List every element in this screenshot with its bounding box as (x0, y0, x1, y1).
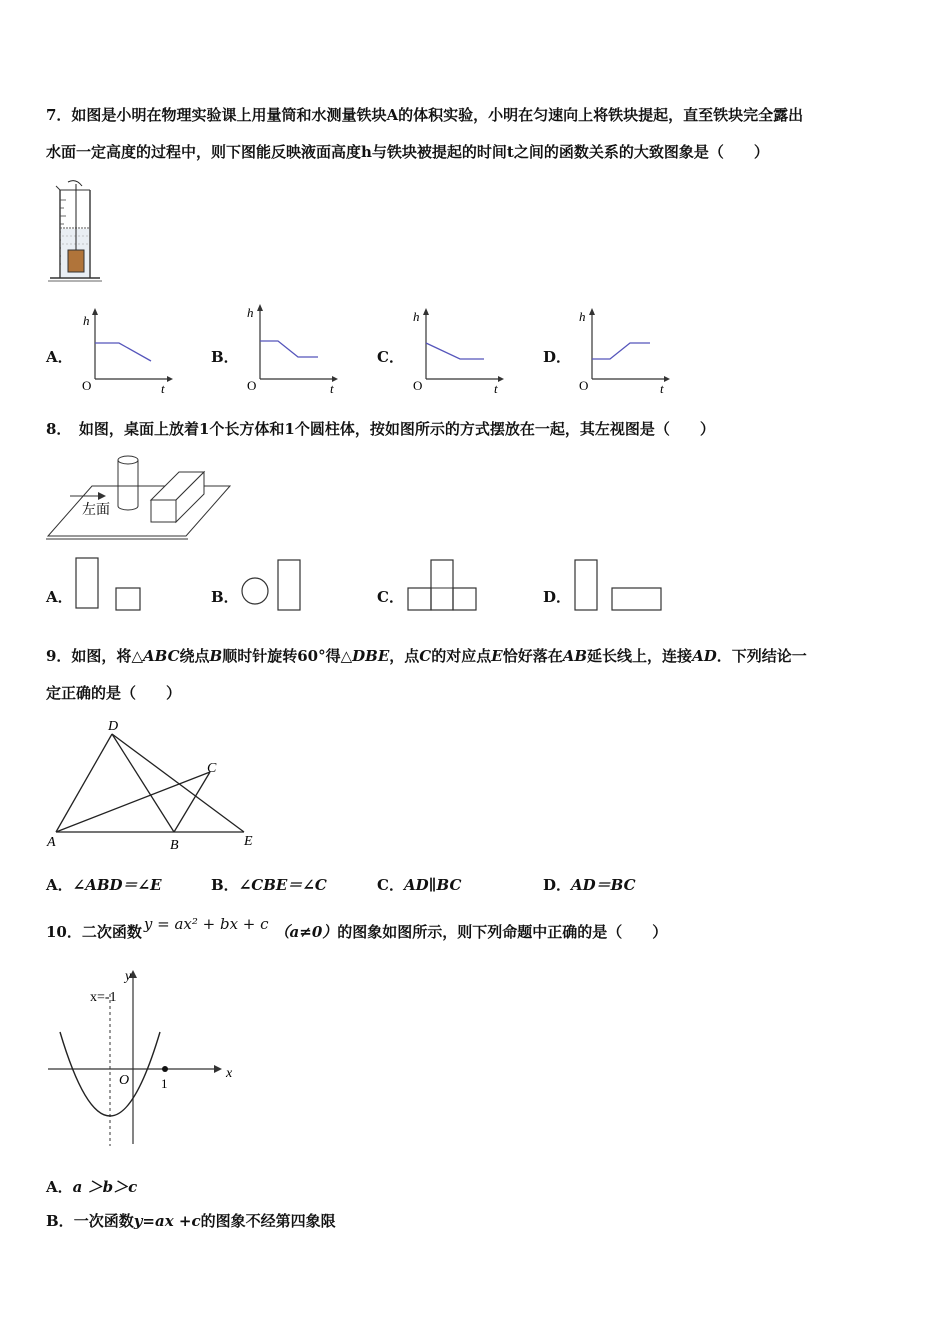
q7-graph-a (75, 305, 175, 397)
q9-option-c: C．AD∥BC (377, 876, 462, 894)
h-axis-label: h (579, 309, 586, 324)
q8-option-d-label: D． (543, 588, 572, 606)
origin-label: O (247, 378, 257, 393)
q7-graph-d (572, 305, 672, 397)
q7-line2: 水面一定高度的过程中，则下图能反映液面高度h与铁块被提起的时间t之间的函数关系的大致图象是（ ） (46, 143, 769, 161)
t-axis-label: t (330, 381, 334, 396)
quadratic-formula: y = ax² + bx + c (143, 915, 269, 933)
q7-graph-c (406, 305, 506, 397)
q8-option-c-figure (405, 556, 479, 614)
q9-option-b: B．∠CBE＝∠C (211, 876, 327, 894)
q10-line1: 10．二次函数 y = ax² + bx + c （a≠0）的图象如图所示，则下列命题中正确的是（ ） (46, 915, 668, 941)
point-c-label: C (207, 761, 217, 776)
left-face-label: 左面 (82, 503, 110, 518)
y-axis-label: y (125, 969, 132, 984)
symmetry-axis-label: x=-1 (90, 990, 117, 1005)
q9-line1: 9．如图，将△ABC绕点B顺时针旋转60°得△DBE，点C的对应点E恰好落在AB延长线上，连接AD．下列结论一 (46, 647, 807, 665)
q8-option-b-figure (240, 556, 306, 614)
origin-label: O (82, 378, 92, 393)
q7-graph-b (240, 305, 340, 397)
q9-option-d: D．AD＝BC (543, 876, 636, 894)
q10-option-a: A．a ＞b＞c (46, 1178, 138, 1196)
x-axis-label: x (226, 1066, 233, 1081)
q8-option-a-label: A． (46, 588, 73, 606)
t-axis-label: t (494, 381, 498, 396)
q8-option-b-label: B． (211, 588, 239, 606)
q8-option-a-figure (74, 556, 146, 614)
q9-line2: 定正确的是（ ） (46, 684, 182, 702)
q7-option-c-label: C． (377, 348, 404, 366)
h-axis-label: h (83, 313, 90, 328)
q8-line1: 8． 如图，桌面上放着1个长方体和1个圆柱体，按如图所示的方式摆放在一起，其左视图是（ ） (46, 420, 715, 438)
h-axis-label: h (247, 305, 254, 320)
tick-one-label: 1 (161, 1076, 168, 1091)
origin-label: O (413, 378, 423, 393)
q7-option-d-label: D． (543, 348, 572, 366)
q8-solids-figure (46, 452, 232, 542)
q10-option-b: B．一次函数y=ax +c的图象不经第四象限 (46, 1212, 336, 1230)
origin-label: O (579, 378, 589, 393)
q10-parabola-figure (44, 962, 244, 1150)
q7-option-b-label: B． (211, 348, 239, 366)
origin-label: O (119, 1073, 130, 1088)
q9-triangle-figure (44, 714, 264, 854)
t-axis-label: t (161, 381, 165, 396)
point-a-label: A (47, 835, 56, 850)
q9-option-a: A．∠ABD＝∠E (46, 876, 162, 894)
q8-option-d-figure (572, 556, 666, 614)
t-axis-label: t (660, 381, 664, 396)
q7-line1: 7．如图是小明在物理实验课上用量筒和水测量铁块A的体积实验，小明在匀速向上将铁块提起，直至铁块完全露出 (46, 106, 804, 124)
point-d-label: D (108, 719, 119, 734)
graduated-cylinder-figure (46, 180, 106, 288)
q7-option-a-label: A． (46, 348, 73, 366)
point-b-label: B (170, 838, 179, 853)
h-axis-label: h (413, 309, 420, 324)
q8-option-c-label: C． (377, 588, 404, 606)
point-e-label: E (244, 834, 253, 849)
